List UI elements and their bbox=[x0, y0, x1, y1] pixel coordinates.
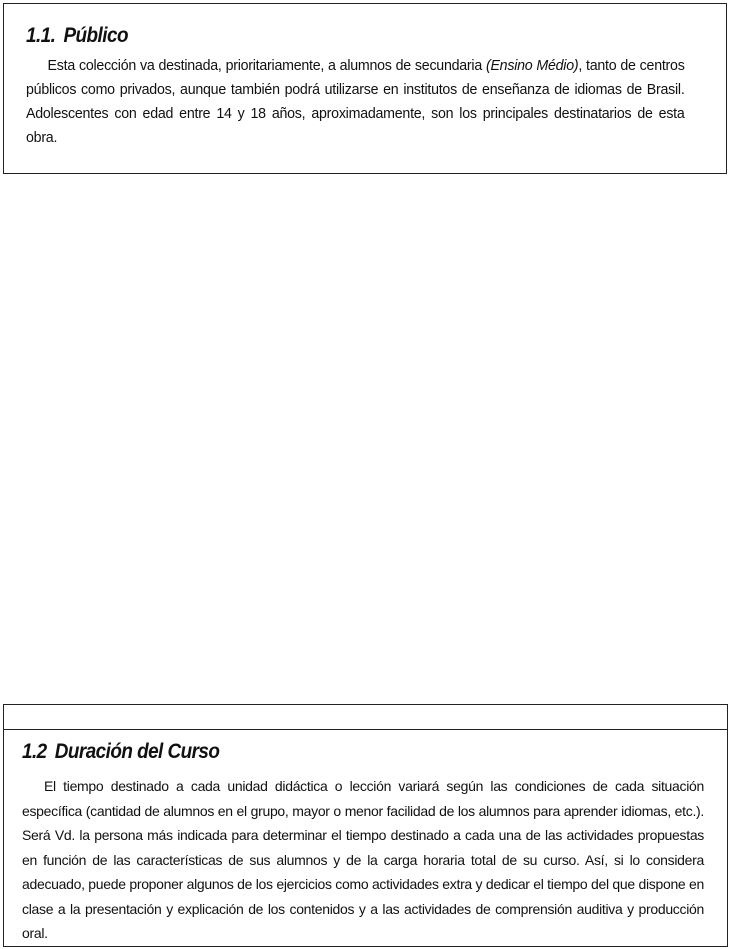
section-title-duracion bbox=[22, 740, 644, 764]
section-heading: Duración del Curso bbox=[54, 740, 220, 763]
section-number: 1.1. bbox=[26, 24, 56, 47]
paragraph-text: El tiempo destinado a cada unidad didáctica o lección variará según las condiciones de cada situación específica (cantidad de alumnos en el grupo, mayor o menor facilidad de los alumnos para aprender idiomas, etc.). Será Vd. la persona más indicada para determinar el tiempo destinado a cada una de las actividades propuestas en función de las características de sus alumnos y de la carga horaria total de su curso. Así, si lo considera adecuado, puede proponer algunos de los ejercicios como actividades extra y dedicar el tiempo del que dispone en clase a la presentación y explicación de los contenidos y a las actividades de comprensión auditiva y producción oral. bbox=[22, 778, 704, 941]
section-number: 1.2 bbox=[22, 740, 47, 763]
section-heading: Público bbox=[63, 24, 128, 47]
section-paragraph bbox=[26, 54, 685, 150]
section-title-publico bbox=[26, 24, 643, 48]
paragraph-text-start: Esta colección va destinada, prioritariamente, a alumnos de secundaria bbox=[47, 58, 486, 74]
paragraph-term: (Ensino Médio) bbox=[485, 58, 579, 74]
paragraph-text-end: , tanto de centros públicos como privados, aunque también podrá utilizarse en institutos de enseñanza de idiomas de Brasil. Adolescentes con edad entre 14 y 18 años, aproximadamente, son los principales destinatarios de esta obra. bbox=[26, 58, 685, 146]
section-duracion-header-box bbox=[3, 704, 728, 730]
section-publico bbox=[3, 3, 727, 174]
section-duracion bbox=[3, 729, 728, 947]
section-paragraph bbox=[22, 774, 704, 946]
